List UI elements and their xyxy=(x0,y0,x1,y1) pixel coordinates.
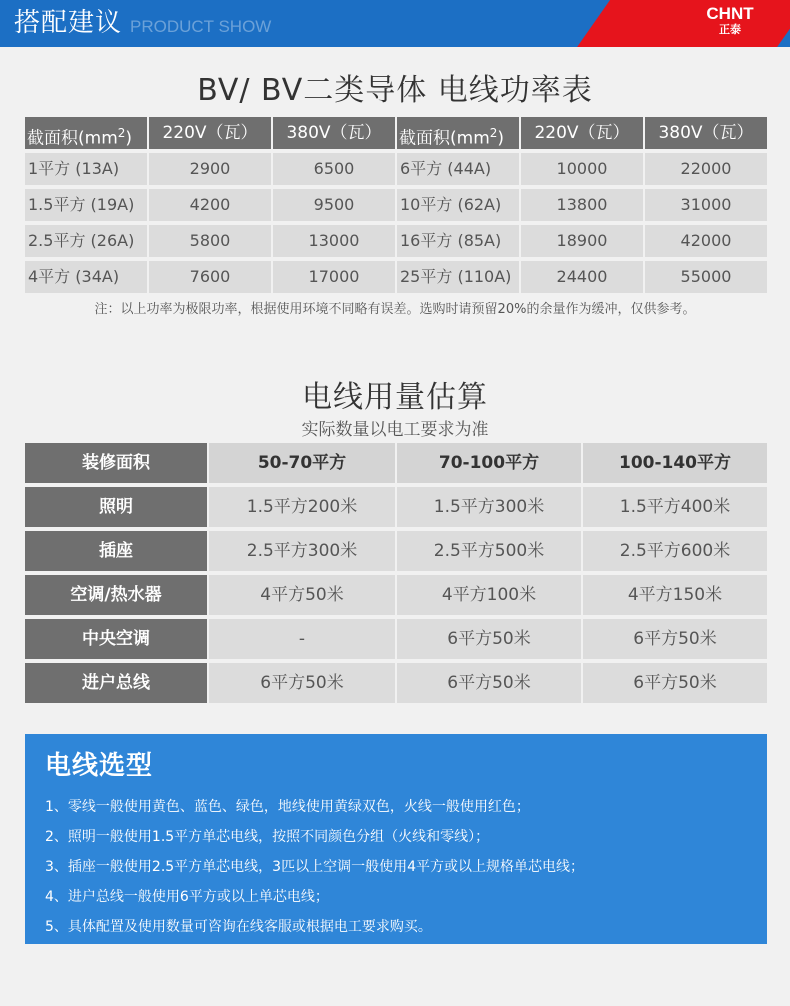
usage-row-label: 空调/热水器 xyxy=(25,575,207,615)
chnt-logo xyxy=(700,5,760,36)
usage-cell: 6平方50米 xyxy=(397,663,581,703)
usage-cell: - xyxy=(209,619,395,659)
power-table xyxy=(25,117,767,293)
list-item: 2、照明一般使用1.5平方单芯电线，按照不同颜色分组（火线和零线）； xyxy=(45,829,490,845)
header-title: 搭配建议 xyxy=(14,8,123,38)
usage-header-cell: 装修面积 xyxy=(25,443,207,483)
list-item: 4、进户总线一般使用6平方或以上单芯电线； xyxy=(45,889,329,905)
usage-cell: 1.5平方200米 xyxy=(209,487,395,527)
power-cell: 5800 xyxy=(149,225,271,257)
list-item: 3、插座一般使用2.5平方单芯电线，3匹以上空调一般使用4平方或以上规格单芯电线； xyxy=(45,859,584,875)
power-cell: 31000 xyxy=(645,189,767,221)
wire-selection-box xyxy=(25,734,767,944)
usage-table-subtitle: 实际数量以电工要求为准 xyxy=(301,420,489,440)
list-item: 1、零线一般使用黄色、蓝色、绿色，地线使用黄绿双色，火线一般使用红色； xyxy=(45,799,530,815)
header-subtitle: PRODUCT SHOW xyxy=(130,17,272,36)
usage-cell: 6平方50米 xyxy=(209,663,395,703)
power-table-note: 注：以上功率为极限功率，根据使用环境不同略有误差。选购时请预留20%的余量作为缓冲，仅供参考。 xyxy=(94,302,696,317)
power-cell: 13000 xyxy=(273,225,395,257)
power-table-title: BV/ BV二类导体 电线功率表 xyxy=(197,73,593,108)
power-cell: 42000 xyxy=(645,225,767,257)
power-cell: 55000 xyxy=(645,261,767,293)
usage-cell: 4平方50米 xyxy=(209,575,395,615)
power-cell: 1平方 (13A) xyxy=(25,153,147,185)
usage-cell: 4平方100米 xyxy=(397,575,581,615)
wire-selection-title: 电线选型 xyxy=(45,751,154,781)
usage-cell: 4平方150米 xyxy=(583,575,767,615)
usage-cell: 2.5平方300米 xyxy=(209,531,395,571)
power-header-cell: 380V（瓦） xyxy=(273,117,395,149)
power-cell: 17000 xyxy=(273,261,395,293)
power-cell: 9500 xyxy=(273,189,395,221)
power-cell: 2.5平方 (26A) xyxy=(25,225,147,257)
usage-header-cell: 100-140平方 xyxy=(583,443,767,483)
usage-table-title: 电线用量估算 xyxy=(302,380,488,415)
logo-cn-text: 正泰 xyxy=(719,23,741,36)
power-cell: 24400 xyxy=(521,261,643,293)
usage-row-label: 进户总线 xyxy=(25,663,207,703)
power-header-cell: 220V（瓦） xyxy=(149,117,271,149)
power-cell: 6500 xyxy=(273,153,395,185)
usage-row-label: 照明 xyxy=(25,487,207,527)
power-cell: 7600 xyxy=(149,261,271,293)
usage-cell: 6平方50米 xyxy=(397,619,581,659)
usage-cell: 1.5平方300米 xyxy=(397,487,581,527)
power-cell: 6平方 (44A) xyxy=(397,153,519,185)
usage-cell: 6平方50米 xyxy=(583,619,767,659)
power-cell: 2900 xyxy=(149,153,271,185)
power-cell: 18900 xyxy=(521,225,643,257)
usage-cell: 2.5平方500米 xyxy=(397,531,581,571)
power-header-cell: 220V（瓦） xyxy=(521,117,643,149)
usage-row-label: 中央空调 xyxy=(25,619,207,659)
usage-header-cell: 50-70平方 xyxy=(209,443,395,483)
power-cell: 16平方 (85A) xyxy=(397,225,519,257)
usage-cell: 6平方50米 xyxy=(583,663,767,703)
power-cell: 10平方 (62A) xyxy=(397,189,519,221)
logo-text: CHNT xyxy=(706,4,754,23)
power-header-cell: 截面积$(mm^2)$ xyxy=(25,117,147,149)
power-cell: 4200 xyxy=(149,189,271,221)
power-header-cell: 截面积$(mm^2)$ xyxy=(397,117,519,149)
header-banner xyxy=(0,0,790,47)
wire-selection-list xyxy=(45,792,584,942)
usage-cell: 1.5平方400米 xyxy=(583,487,767,527)
power-cell: 4平方 (34A) xyxy=(25,261,147,293)
power-cell: 1.5平方 (19A) xyxy=(25,189,147,221)
list-item: 5、具体配置及使用数量可咨询在线客服或根据电工要求购买。 xyxy=(45,919,432,935)
power-cell: 10000 xyxy=(521,153,643,185)
usage-row-label: 插座 xyxy=(25,531,207,571)
power-header-cell: 380V（瓦） xyxy=(645,117,767,149)
usage-header-cell: 70-100平方 xyxy=(397,443,581,483)
power-cell: 13800 xyxy=(521,189,643,221)
usage-cell: 2.5平方600米 xyxy=(583,531,767,571)
usage-table xyxy=(25,443,767,703)
power-cell: 25平方 (110A) xyxy=(397,261,519,293)
power-cell: 22000 xyxy=(645,153,767,185)
